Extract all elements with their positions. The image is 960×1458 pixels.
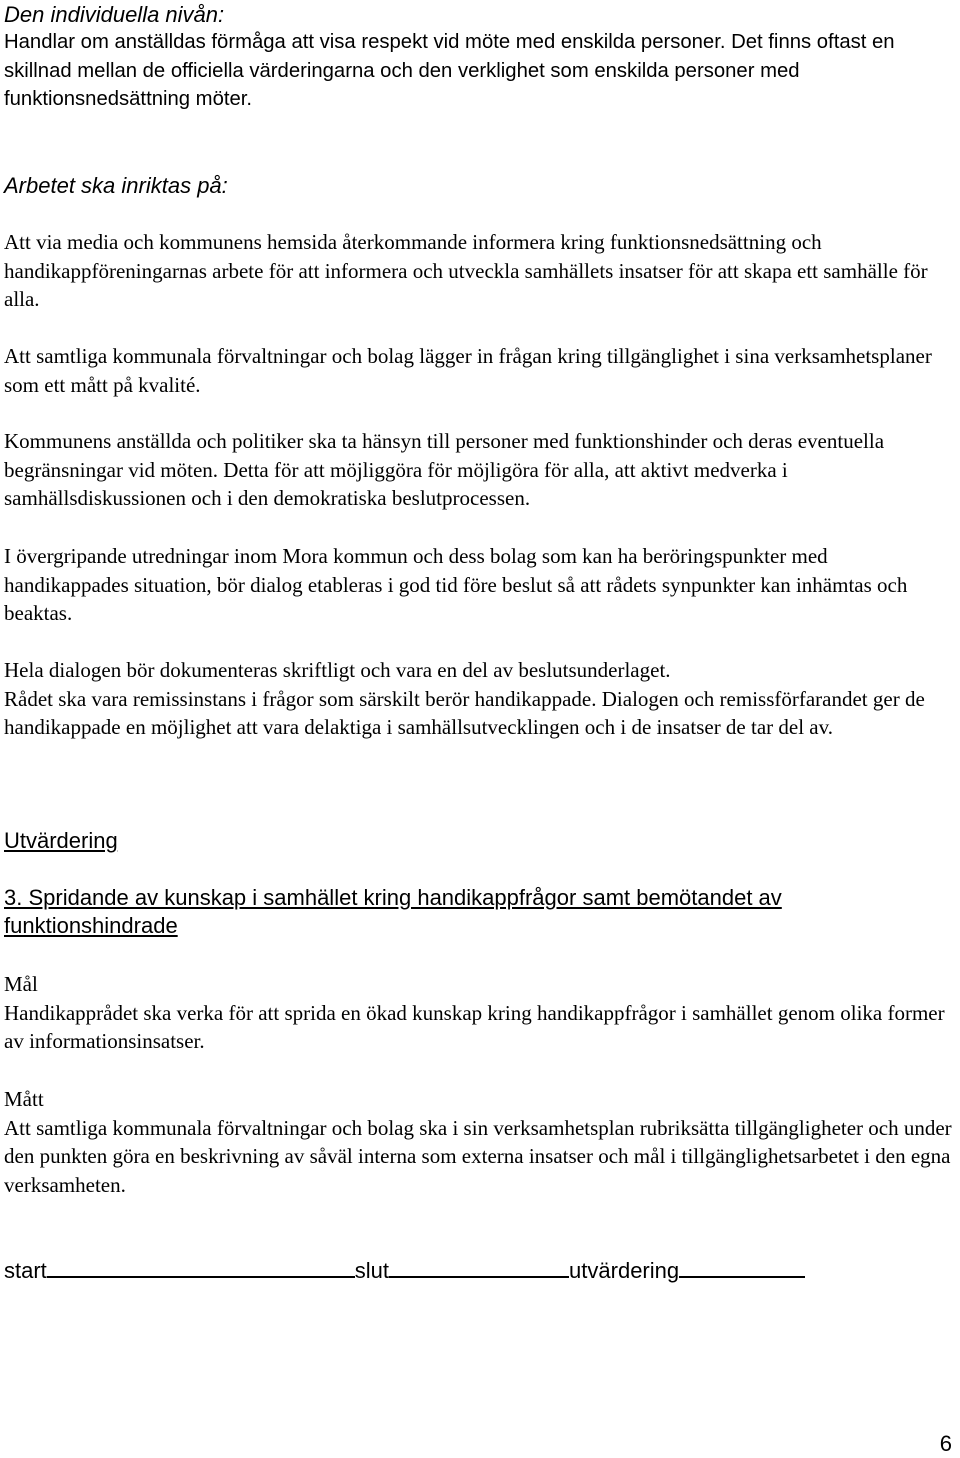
individual-level-heading: Den individuella nivån: — [4, 2, 225, 27]
start-label: start — [4, 1258, 47, 1283]
goal-text: Handikapprådet ska verka för att sprida en ökad kunskap kring handikappfrågor i samhället genom olika former av informationsinsatser. — [4, 1000, 945, 1053]
evaluation-line[interactable] — [679, 1258, 805, 1278]
documentation-line: Hela dialogen bör dokumenteras skriftligt och vara en del av beslutsunderlaget. — [4, 658, 671, 682]
goal-label: Mål — [4, 972, 38, 996]
focus-heading: Arbetet ska inriktas på: — [4, 173, 228, 198]
end-line[interactable] — [389, 1258, 569, 1278]
goal-block — [4, 970, 954, 1056]
individual-level-text: Handlar om anställdas förmåga att visa respekt vid möte med enskilda personer. Det finns oftast en skillnad mellan de officiella värderingarna och den verklighet som enskilda personer med funktionsnedsättning möter. — [4, 31, 895, 110]
page-number: 6 — [939, 1431, 952, 1456]
signature-row — [4, 1257, 954, 1285]
measure-label: Mått — [4, 1087, 44, 1111]
focus-paragraph-1: Att via media och kommunens hemsida återkommande informera kring funktionsnedsättning och handikappföreningarnas arbete för att informera och utveckla samhällets insatser för att skapa ett samhälle för alla. — [4, 230, 928, 311]
end-label: slut — [354, 1258, 390, 1283]
focus-paragraph-3: Kommunens anställda och politiker ska ta hänsyn till personer med funktionshinder och deras eventuella begränsningar vid möten. Detta för att möjliggöra för möjligöra för alla, att aktivt medverka i samhällsdiskussionen och i den demokratiska beslutprocessen. — [4, 429, 885, 510]
focus-paragraph-4: I övergripande utredningar inom Mora kommun och dess bolag som kan ha beröringspunkter med handikappades situation, bör dialog etableras i god tid före beslut så att rådets synpunkter kan inhämtas och beaktas. — [4, 544, 908, 625]
measure-block — [4, 1085, 954, 1199]
section-3-heading: 3. Spridande av kunskap i samhället kring handikappfrågor samt bemötandet av funktionshindrade — [4, 885, 782, 938]
start-line[interactable] — [47, 1258, 355, 1278]
focus-paragraph-2: Att samtliga kommunala förvaltningar och bolag lägger in frågan kring tillgänglighet i sina verksamhetsplaner som ett mått på kvalité. — [4, 344, 932, 397]
evaluation-heading: Utvärdering — [4, 828, 118, 853]
measure-text: Att samtliga kommunala förvaltningar och bolag ska i sin verksamhetsplan rubriksätta tillgängligheter och under den punkten göra en beskrivning av såväl interna som externa insatser och mål i tillgänglighetsarbetet i den egna verksamheten. — [4, 1115, 952, 1197]
focus-closing — [4, 656, 954, 742]
evaluation-label: utvärdering — [569, 1258, 680, 1283]
referral-text: Rådet ska vara remissinstans i frågor som särskilt berör handikappade. Dialogen och remissförfarandet ger de handikappade en möjlighet att vara delaktiga i samhällsutvecklingen och i de insatser de tar del av. — [4, 686, 925, 739]
